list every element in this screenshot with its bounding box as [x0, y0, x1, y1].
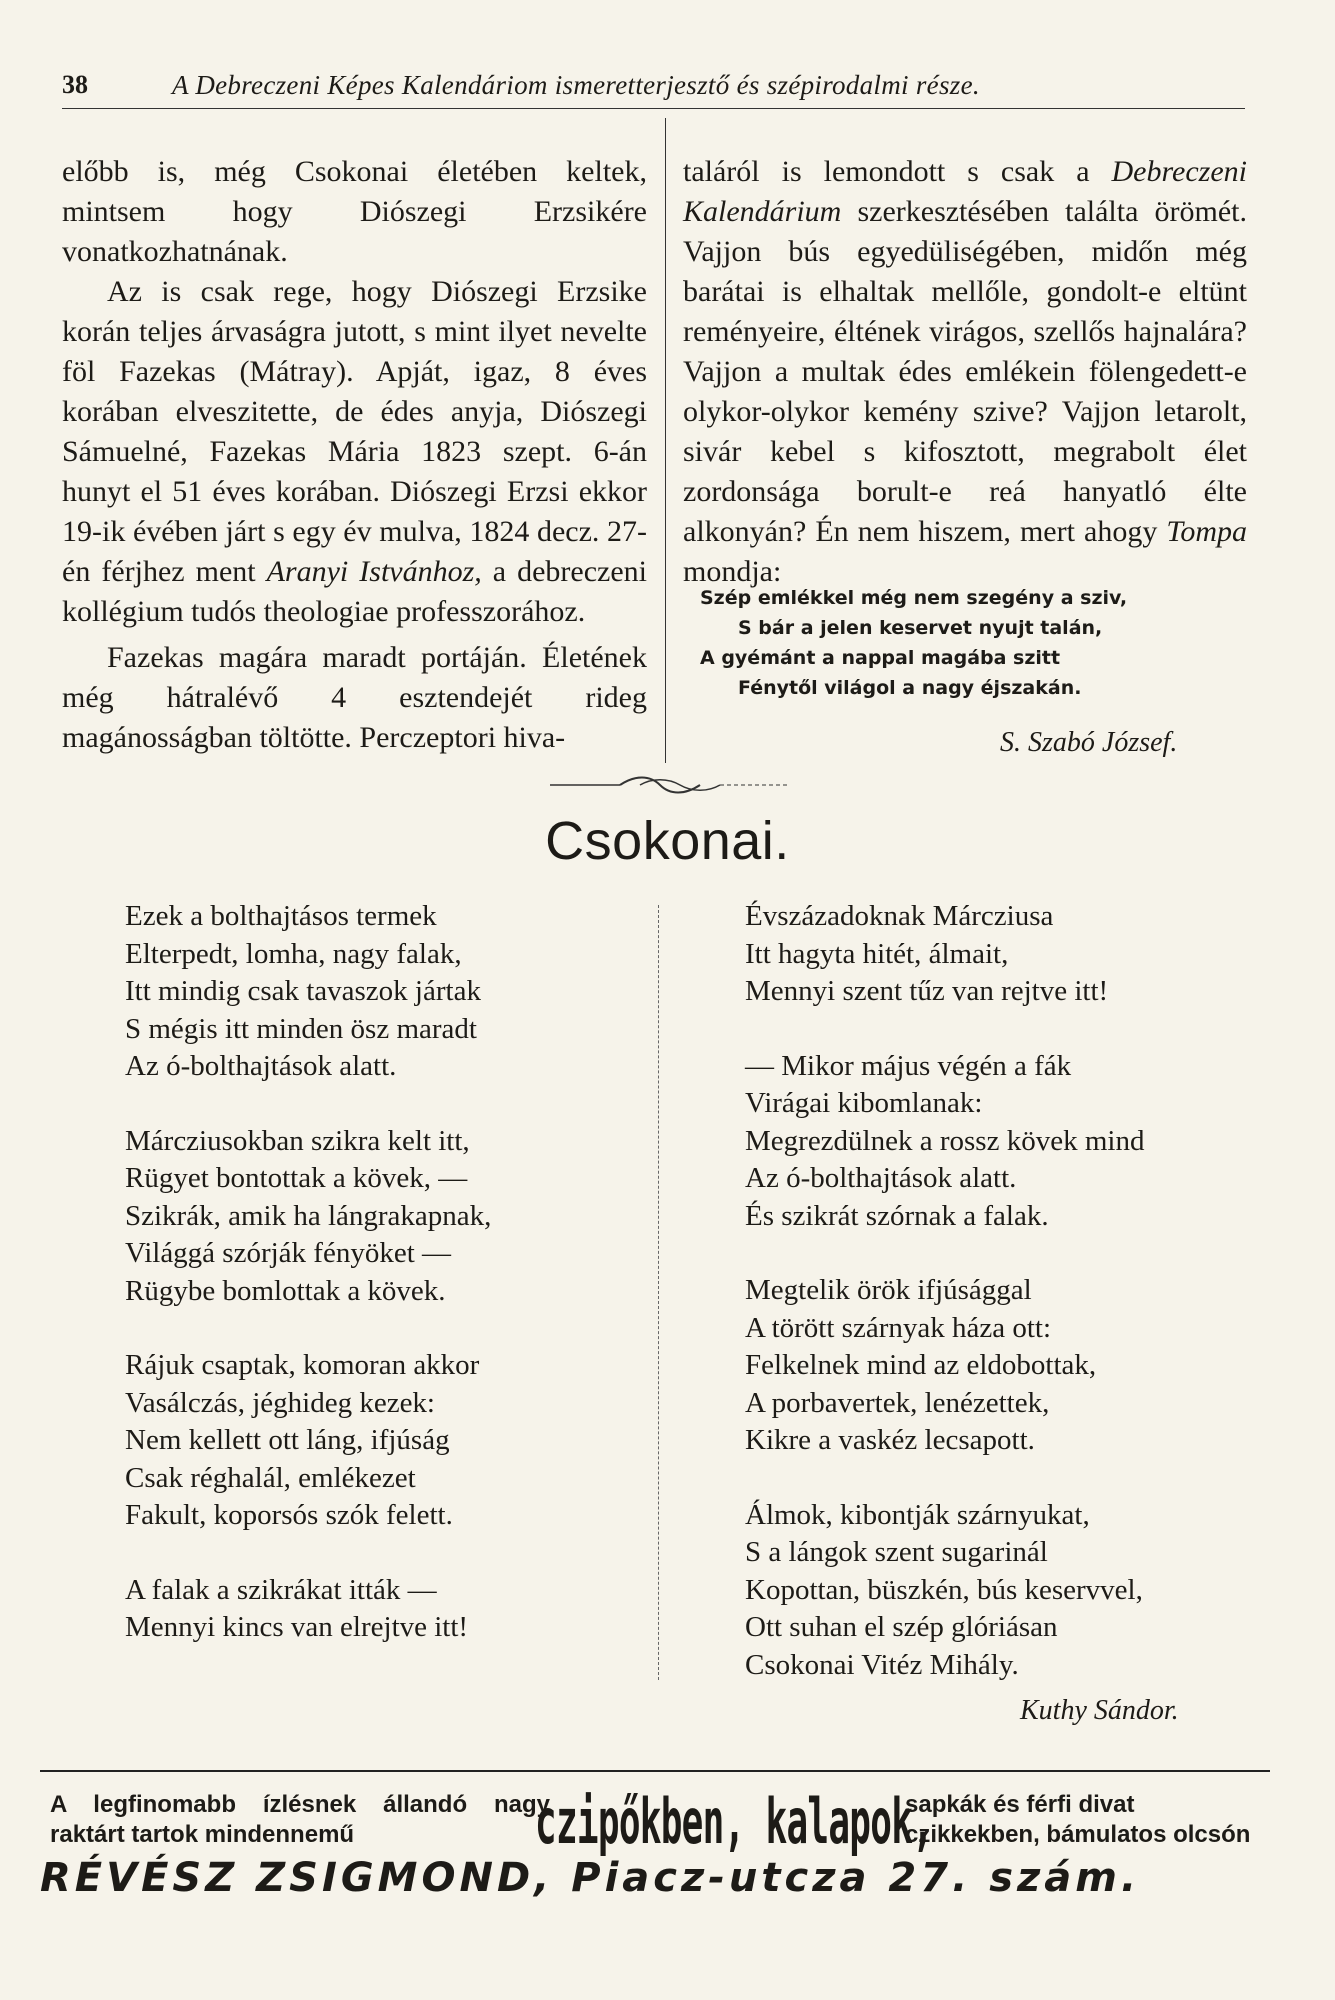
running-header — [62, 70, 1242, 110]
running-title: A Debreczeni Képes Kalendáriom ismeretterjesztő és szépirodalmi része. — [172, 70, 980, 100]
article-emphasis: Debreczeni Kalendárium — [683, 155, 1247, 228]
poem-line: Kikre a vaskéz lecsapott. — [745, 1424, 1035, 1456]
article-emphasis: Tompa — [1166, 515, 1247, 548]
poem-line: És szikrát szórnak a falak. — [745, 1199, 1049, 1232]
poem-left-column — [125, 898, 645, 1684]
article-paragraph — [683, 152, 1247, 592]
quoted-verse — [700, 583, 1220, 703]
verse-line: S bár a jelen keservet nyujt talán, — [738, 617, 1103, 639]
advert-products: czipőkben, kalapok, — [535, 1785, 934, 1858]
advert-rule — [40, 1770, 1270, 1772]
poem-line: A porbavertek, lenézettek, — [745, 1386, 1050, 1419]
article-right-column — [683, 152, 1247, 592]
poem-line: — Mikor május végén a fák — [745, 1049, 1072, 1082]
poem-column-divider — [658, 905, 659, 1680]
poem-line: Virágai kibomlanak: — [745, 1087, 983, 1119]
ornament-divider — [540, 772, 800, 798]
article-text: Az is csak rege, hogy Diószegi Erzsike korán teljes árvaságra jutott, s mint ilyet nevelte föl Fazekas (Mátray). Apját, igaz, 8 éves korában elveszitette, de édes anyja, Diószegi Sámuelné, Fazekas Mária 1823 szept. 6-án hunyt el 51 éves korában. Diószegi Erzsi ekkor 19-ik évében járt s egy év mulva, 1824 decz. 27-én férjhez ment — [62, 275, 647, 588]
poem-line: Fakult, koporsós szók felett. — [125, 1499, 453, 1531]
article-emphasis: Aranyi Istvánhoz, — [266, 555, 482, 588]
column-divider — [665, 118, 666, 763]
poem-author: Kuthy Sándor. — [1020, 1695, 1179, 1726]
poem-line: Felkelnek mind az eldobottak, — [745, 1349, 1097, 1381]
poem-line: Megtelik örök ifjúsággal — [745, 1274, 1032, 1306]
article-text: szerkesztésében találta örömét. Vajjon bús egyedüliségében, midőn még barátai is elhaltak mellőle, gondolt-e eltünt reményeire, éltének virágos, szellős hajnalára? Vajjon a multak édes emlékein fölengedett-e olykor-olykor kemény szive? Vajjon letarolt, sivár kebel s kifosztott, megrabolt élet zordonsága borult-e reá hanyatló élte alkonyán? Én nem hiszem, mert ahogy — [683, 195, 1247, 548]
poem-right-column — [745, 898, 1265, 1721]
poem-line: Rügybe bomlottak a kövek. — [125, 1274, 446, 1307]
advert-left-text: A legfinomabb ízlésnek állandó nagy raktárt tartok mindennemű — [50, 1791, 550, 1848]
stanza — [745, 1272, 1265, 1460]
poem-line: Szikrák, amik ha lángrakapnak, — [125, 1199, 492, 1232]
poem-line: Az ó-bolthajtások alatt. — [745, 1162, 1017, 1194]
header-rule — [62, 108, 1245, 109]
poem-line: Ott suhan el szép glóriásan — [745, 1611, 1058, 1643]
verse-author: S. Szabó József. — [1000, 727, 1178, 758]
poem-line: Itt hagyta hitét, álmait, — [745, 937, 1009, 970]
poem-line: Álmok, kibontják szárnyukat, — [745, 1498, 1090, 1531]
article-left-column — [62, 152, 647, 758]
article-text: mondja: — [683, 555, 782, 588]
article-paragraph: Fazekas magára maradt portáján. Életének még hátralévő 4 esztendejét rideg magánosságban töltötte. Perczeptori hiva- — [62, 641, 647, 754]
poem-line: S a lángok szent sugarinál — [745, 1536, 1048, 1568]
poem-line: Évszázadoknak Márcziusa — [745, 900, 1054, 932]
poem-line: Világgá szórják fényöket — — [125, 1237, 452, 1269]
stanza — [125, 1572, 645, 1647]
poem-line: Rájuk csaptak, komoran akkor — [125, 1349, 480, 1381]
poem-line: S mégis itt minden ösz maradt — [125, 1012, 477, 1045]
poem-line: A falak a szikrákat itták — — [125, 1573, 437, 1606]
verse-line: A gyémánt a nappal magába szitt — [700, 647, 1061, 669]
poem-title: Csokonai. — [545, 811, 790, 871]
article-text: a debreczeni kollégium tudós theologiae professzorához. — [62, 555, 648, 628]
poem-line: Nem kellett ott láng, ifjúság — [125, 1424, 450, 1456]
poem-line: Márcziusokban szikra kelt itt, — [125, 1124, 470, 1157]
advert-name-line: RÉVÉSZ ZSIGMOND, Piacz-utcza 27. szám. — [40, 1855, 1141, 1901]
poem-line: Elterpedt, lomha, nagy falak, — [125, 937, 462, 970]
stanza — [125, 1347, 645, 1535]
poem-line: Rügyet bontottak a kövek, — — [125, 1162, 468, 1194]
poem-line: Mennyi kincs van elrejtve itt! — [125, 1611, 469, 1643]
poem-line: Vasálczás, jéghideg kezek: — [125, 1386, 435, 1419]
stanza — [745, 1497, 1265, 1685]
article-paragraph: előbb is, még Csokonai életében keltek, mintsem hogy Diószegi Erzsikére vonatkozhatnának. — [62, 155, 647, 268]
poem-line: Ezek a bolthajtásos termek — [125, 900, 437, 932]
stanza — [125, 898, 645, 1086]
article-paragraph — [62, 272, 647, 632]
poem-line: Az ó-bolthajtások alatt. — [125, 1050, 397, 1082]
poem-line: Itt mindig csak tavaszok jártak — [125, 975, 481, 1007]
verse-line: Szép emlékkel még nem szegény a sziv, — [700, 587, 1128, 609]
verse-line: Fénytől világol a nagy éjszakán. — [738, 677, 1082, 699]
stanza — [745, 1048, 1265, 1236]
poem-line: Csokonai Vitéz Mihály. — [745, 1648, 1019, 1681]
poem-line: Megrezdülnek a rossz kövek mind — [745, 1124, 1145, 1157]
poem-line: A törött szárnyak háza ott: — [745, 1311, 1052, 1344]
stanza — [745, 898, 1265, 1011]
article-text: taláról is lemondott s csak a — [683, 155, 1112, 188]
stanza — [125, 1123, 645, 1311]
page-number: 38 — [62, 70, 88, 99]
poem-line: Mennyi szent tűz van rejtve itt! — [745, 975, 1109, 1007]
advert-right-text: sapkák és férfi divat czikkekben, bámulatos olcsón — [905, 1791, 1251, 1848]
poem-line: Kopottan, büszkén, bús keservvel, — [745, 1573, 1143, 1606]
poem-line: Csak réghalál, emlékezet — [125, 1461, 416, 1494]
